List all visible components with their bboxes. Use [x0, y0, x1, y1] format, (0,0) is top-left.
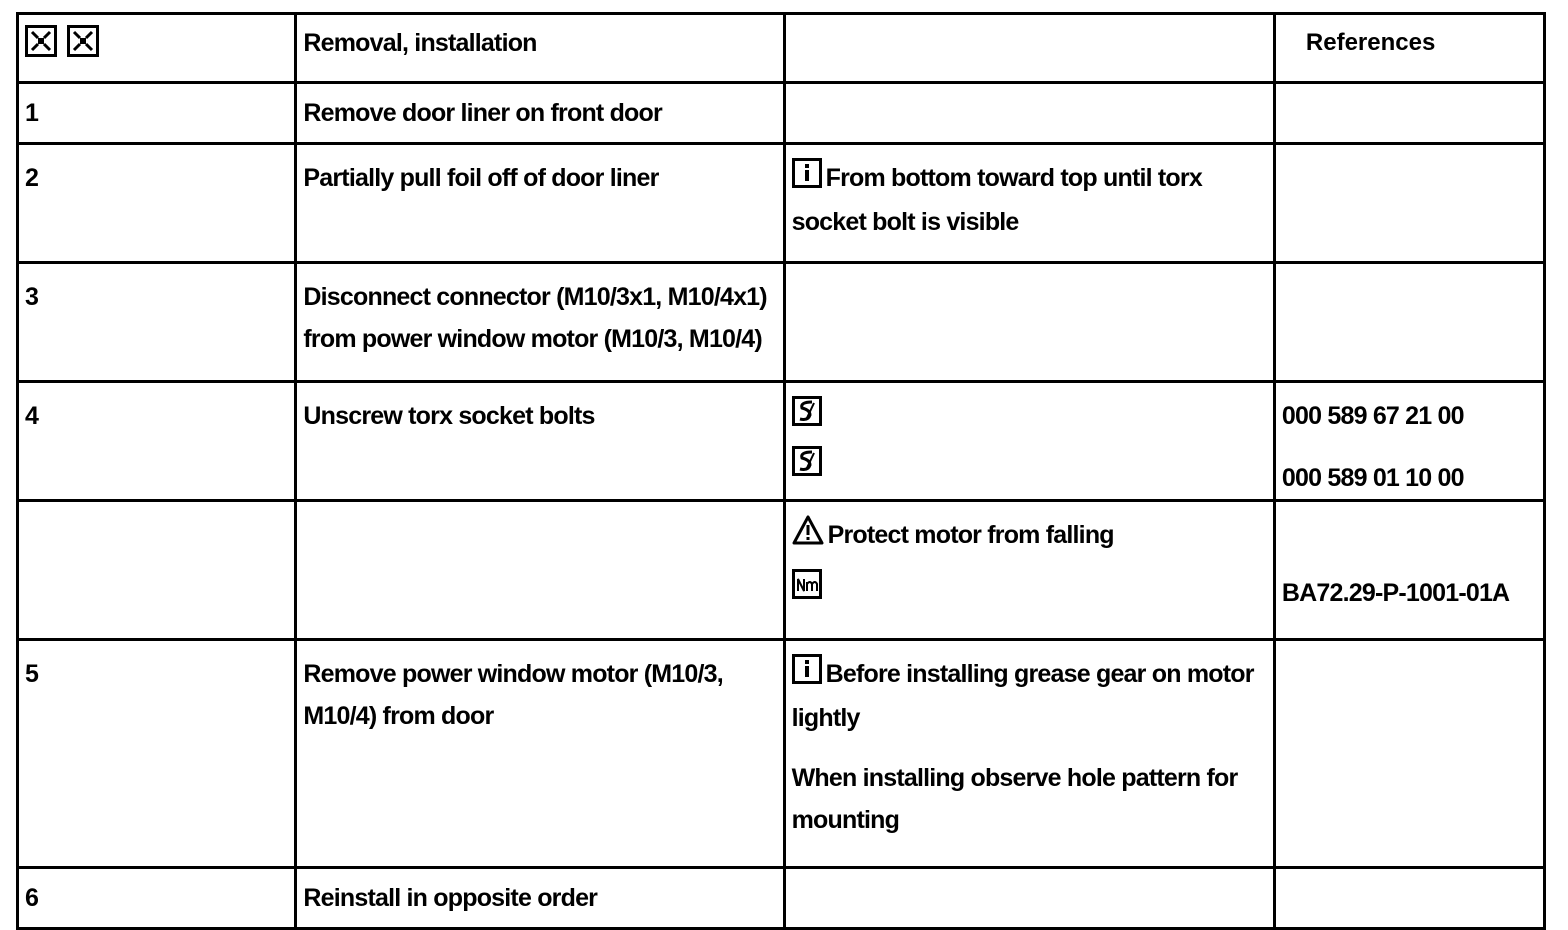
step-references — [1274, 263, 1544, 382]
step-number: 3 — [18, 263, 296, 382]
reference-number: BA72.29-P-1001-01A — [1281, 579, 1510, 607]
step-notes — [784, 263, 1274, 382]
table-row — [18, 501, 1545, 640]
step-references — [1274, 382, 1544, 501]
step-number: 4 — [18, 382, 296, 501]
step-action: Remove door liner on front door — [296, 83, 784, 144]
table-row — [18, 382, 1545, 501]
step-number: 6 — [18, 868, 296, 929]
step-action: Disconnect connector (M10/3x1, M10/4x1) from power window motor (M10/3, M10/4) — [296, 263, 784, 382]
header-references: References — [1274, 14, 1544, 83]
note-text: When installing observe hole pattern for mounting — [791, 763, 1238, 834]
header-icons-cell — [18, 14, 296, 83]
step-action: Unscrew torx socket bolts — [296, 382, 784, 501]
step-notes — [784, 144, 1274, 263]
reference-number: 000 589 01 10 00 — [1281, 464, 1464, 492]
table-row — [18, 83, 1545, 144]
step-references — [1274, 83, 1544, 144]
header-notes — [784, 14, 1274, 83]
note-text: Protect motor from falling — [827, 521, 1114, 549]
warning-line — [792, 514, 1267, 558]
header-removal-installation: Removal, installation — [296, 14, 784, 83]
step-action: Partially pull foil off of door liner — [296, 144, 784, 263]
step-notes — [784, 501, 1274, 640]
step-references — [1274, 868, 1544, 929]
info-note — [792, 653, 1267, 739]
reference-number: 000 589 67 21 00 — [1281, 402, 1464, 430]
torque-line — [792, 568, 1267, 612]
table-header-row — [18, 14, 1545, 83]
step-notes — [784, 868, 1274, 929]
wrench-box-icon — [25, 25, 57, 70]
warning-icon — [792, 515, 824, 558]
procedure-table — [16, 12, 1546, 930]
note-text: From bottom toward top until torx socket bolt is visible — [791, 164, 1202, 236]
info-icon — [792, 158, 822, 201]
special-tool-line — [792, 395, 1267, 439]
info-icon — [792, 654, 822, 697]
table-row — [18, 868, 1545, 929]
step-number: 2 — [18, 144, 296, 263]
reference-number — [1282, 514, 1537, 556]
step-number: 5 — [18, 640, 296, 868]
wrench-box-icon — [67, 25, 99, 70]
step-action — [296, 501, 784, 640]
table-row — [18, 640, 1545, 868]
special-tool-icon — [792, 446, 822, 489]
step-action: Reinstall in opposite order — [296, 868, 784, 929]
step-notes — [784, 382, 1274, 501]
table-row — [18, 144, 1545, 263]
step-references — [1274, 501, 1544, 640]
step-number — [18, 501, 296, 640]
torque-nm-icon — [792, 569, 822, 612]
step-references — [1274, 144, 1544, 263]
special-tool-line — [792, 445, 1267, 489]
step-notes — [784, 640, 1274, 868]
step-references — [1274, 640, 1544, 868]
special-tool-icon — [792, 396, 822, 439]
table-row — [18, 263, 1545, 382]
step-number: 1 — [18, 83, 296, 144]
step-notes — [784, 83, 1274, 144]
step-action: Remove power window motor (M10/3, M10/4) from door — [296, 640, 784, 868]
note-text: Before installing grease gear on motor lightly — [791, 660, 1254, 732]
